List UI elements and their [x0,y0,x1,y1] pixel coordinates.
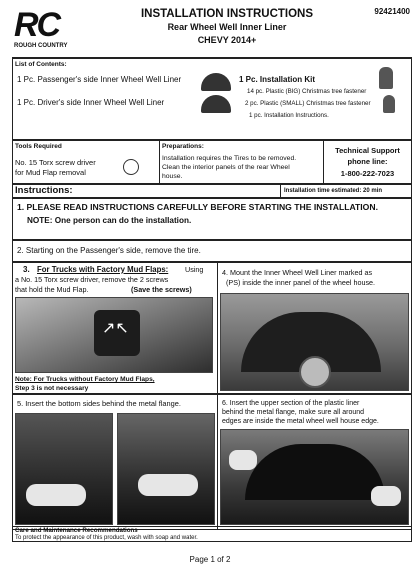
preparations-text: Installation requires the Tires to be removed. [162,155,297,162]
step-3-note: Step 3 is not necessary [15,385,89,392]
part-number: 92421400 [374,7,410,16]
tools-label: Tools Required [15,143,62,150]
step-6-text: edges are inside the metal wheel well house edge. [222,418,379,425]
contents-label: List of Contents: [15,61,67,68]
instructions-label: Instructions: [15,185,73,196]
hand-shape [229,450,257,470]
support-title: Technical Support [335,146,400,155]
page-subtitle: Rear Wheel Well Inner Liner [167,22,287,32]
step-3-text: Using [185,265,204,274]
liner-shape [201,95,231,113]
step-3-text: that hold the Mud Flap. [15,285,89,294]
bottom-side-photo-1 [15,413,113,525]
logo-subtext: ROUGH COUNTRY [14,43,68,49]
content-item-driver: 1 Pc. Driver's side Inner Wheel Well Liner [17,98,165,107]
step-5-box [12,394,218,530]
arrow-icon: ↗↖ [102,320,129,337]
tools-text: for Mud Flap removal [15,168,86,177]
hand-shape [371,486,401,506]
torx-icon [123,159,139,175]
step-4-text: (PS) inside the inner panel of the wheel house. [226,278,376,287]
note-text: NOTE: One person can do the installation. [27,216,192,225]
step-6-box [217,394,412,530]
page-title: INSTALLATION INSTRUCTIONS [140,8,314,20]
step-2-text: 2. Starting on the Passenger's side, remove the tire. [17,246,201,255]
hand-shape [138,474,198,496]
step-5-text: 5. Insert the bottom sides behind the metal flange. [17,399,181,408]
care-box [12,526,412,542]
step-3-note: Note: For Trucks without Factory Mud Flaps, [15,376,155,383]
step-6-text: 6. Insert the upper section of the plastic liner [222,400,360,407]
step-3-box [12,262,218,394]
content-item-passenger: 1 Pc. Passenger's side Inner Wheel Well Liner [17,75,182,84]
preparations-label: Preparations: [162,143,204,150]
tools-box [12,140,160,184]
preparations-box [159,140,324,184]
fastener-icon [379,67,393,89]
hand-shape [26,484,86,506]
bottom-side-photo-2 [117,413,215,525]
page-number: Page 1 of 2 [189,555,231,564]
kit-item: 1 pc. Installation Instructions. [249,112,329,119]
step-6-text: behind the metal flange, make sure all around [222,409,365,416]
preparations-text: Clean the interior panels of the rear Wheel [162,164,290,171]
vehicle-label: CHEVY 2014+ [197,35,257,45]
logo-text: RC [14,6,60,44]
step-1-text: 1. PLEASE READ INSTRUCTIONS CAREFULLY BEFORE STARTING THE INSTALLATION. [17,202,378,212]
care-text: To protect the appearance of this product, wash with soap and water. [15,535,198,541]
kit-item: 14 pc. Plastic (BIG) Christmas tree fastener [247,88,367,95]
step-4-text: 4. Mount the Inner Wheel Well Liner marked as [222,268,373,277]
step-1-box [12,198,412,240]
time-estimate: Installation time estimated: 20 min [284,188,383,194]
kit-item: 2 pc. Plastic (SMALL) Christmas tree fastener [245,100,371,107]
fastener-icon [383,95,395,113]
hub-shape [299,356,331,388]
instruction-sheet [12,6,412,541]
support-phone: 1-800-222-7023 [340,169,395,178]
liner-shape [245,444,385,500]
step-3-number: 3. [23,265,30,274]
step-3-save-note: (Save the screws) [131,285,192,294]
tools-text: No. 15 Torx screw driver [15,158,96,167]
support-box [323,140,412,184]
mud-flap-photo [15,297,213,373]
brand-logo [14,6,74,51]
step-3-title: For Trucks with Factory Mud Flaps: [37,265,169,274]
preparations-text: house. [162,173,183,180]
liner-shape [201,73,231,91]
wheel-house-photo [220,293,409,391]
step-2-box [12,240,412,262]
step-3-text: a No. 15 Torx screw driver, remove the 2 screws [15,275,169,284]
contents-box [12,58,412,140]
support-subtitle: phone line: [347,157,388,166]
upper-section-photo [220,429,409,525]
time-box [280,184,412,198]
step-4-box [217,262,412,394]
kit-title: 1 Pc. Installation Kit [239,75,316,84]
care-label: Care and Maintenance Recommendations [15,527,138,534]
